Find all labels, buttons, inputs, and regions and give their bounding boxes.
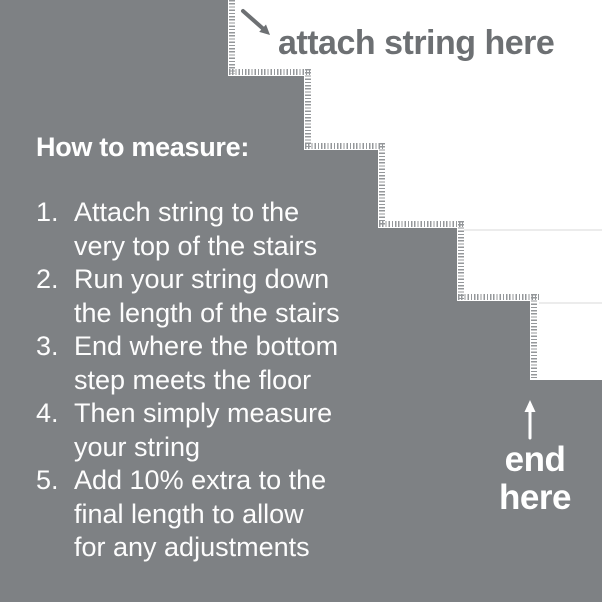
end-here-label: [460, 441, 602, 517]
step-edge-faint-line: [464, 229, 602, 231]
list-item-line: End where the bottom: [74, 331, 339, 361]
string-segment-vertical-3: [379, 143, 385, 226]
list-item-text: [74, 196, 376, 263]
list-item-line: very top of the stairs: [74, 230, 318, 261]
howto-list: [36, 196, 376, 565]
string-segment-tread-1: [229, 69, 310, 75]
list-item: [36, 263, 376, 330]
list-item-text: [74, 397, 376, 464]
list-item-text: [74, 464, 376, 565]
list-item-number: 3.: [36, 331, 59, 361]
step-edge-faint-line: [539, 302, 602, 304]
string-segment-vertical-1: [229, 0, 235, 74]
list-item-line: Then simply measure: [74, 398, 333, 428]
end-here-line2: here: [499, 478, 571, 517]
list-item-line: Add 10% extra to the: [74, 465, 327, 495]
howto-heading: How to measure:: [36, 132, 250, 162]
string-segment-tread-3: [379, 221, 463, 227]
string-segment-vertical-2: [305, 69, 311, 148]
list-item-text: [74, 263, 376, 330]
list-item-text: [74, 330, 376, 397]
list-item: [36, 330, 376, 397]
list-item-line: the length of the stairs: [74, 297, 340, 328]
string-segment-tread-2: [305, 143, 385, 149]
attach-string-label: attach string here: [278, 24, 555, 62]
list-item-number: 2.: [36, 264, 59, 294]
list-item-number: 5.: [36, 465, 59, 495]
list-item-number: 4.: [36, 398, 59, 428]
list-item-number: 1.: [36, 197, 59, 227]
list-item-line: your string: [74, 431, 201, 462]
list-item: [36, 196, 376, 263]
list-item: [36, 397, 376, 464]
attach-arrow-icon: [236, 4, 280, 44]
list-item-line: Attach string to the: [74, 197, 300, 227]
list-item-line: for any adjustments: [74, 532, 310, 562]
end-here-line1: end: [504, 440, 566, 479]
string-segment-tread-4: [458, 294, 539, 300]
list-item-line: step meets the floor: [74, 364, 312, 395]
list-item-line: Run your string down: [74, 264, 330, 294]
list-item: [36, 464, 376, 565]
string-segment-vertical-5: [531, 294, 537, 378]
string-segment-vertical-4: [458, 221, 464, 299]
list-item-line: final length to allow: [74, 498, 304, 529]
end-arrow-icon: [518, 396, 542, 440]
